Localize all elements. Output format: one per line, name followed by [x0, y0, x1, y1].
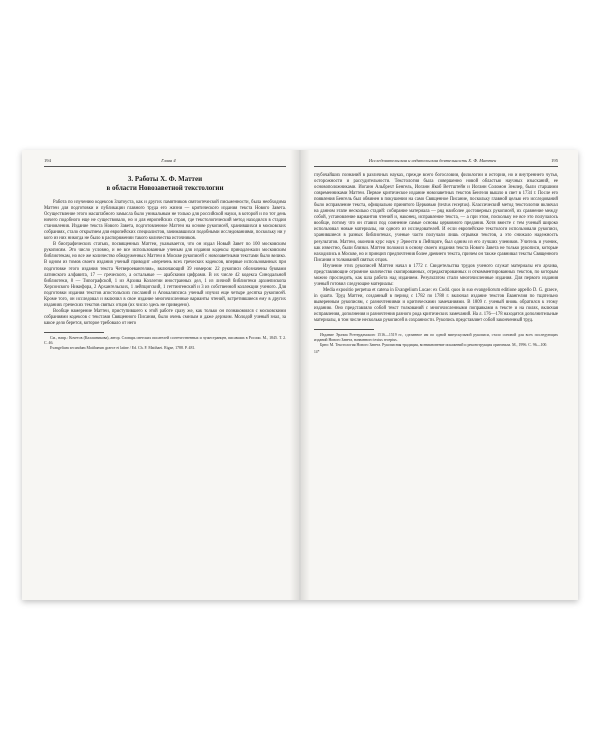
left-footnote: См., напр.: Кочетов (Калашникова), автор. Словарь светских писателей соотечественных и чужестранцев, писавших в России. М., 1845. Т. 2. С. 46. — [44, 335, 286, 345]
left-running-head-title: Глава 4 — [161, 158, 176, 163]
left-footnote-rule — [44, 332, 104, 333]
left-page — [22, 150, 300, 600]
right-footnote-rule — [314, 329, 374, 330]
section-title-line1: 3. Работы Х. Ф. Маттеи — [127, 175, 203, 183]
left-paragraph: В биографических статьях, посвященных Маттеи, указывается, что он издал Новый Завет по 100 московским рукописям. Это число условно, и не все использованные ученым для издания кодексы принадлежали московским библиотекам, но все же количество обнаруженных Маттеи в Москве рукописей с новозаветными текстами было велико. В одном из томов своего издания ученый приводит «перечень всех греческих кодексов, впервые использованных при подготовке этого издания текста Четвероевангелия», включающий 39 номеров: 22 рукописи обозначены буквами латинского алфавита, 17 — греческого, а остальные — арабскими цифрами. В их числе 42 кодекса Синодальной библиотеки, 8 — Типографской, 1 из Архива Коллегии иностранных дел, 1 из личной библиотеки архиепископа Херсонского Никифора, 2 Архангельских, 1 лейпцигский, 1 геттингенский и 3 из собственной коллекции ученого. Для подготовки издания текстов апостольских посланий и Апокалипсиса ученый изучил еще четыре десятка рукописей. Кроме того, он исследовал и включил в свое издание многочисленные варианты чтений, встретившиеся ему в других изданиях греческих текстов святых отцов (их число здесь не приведено). — [44, 242, 286, 308]
left-paragraph: Вообще намерение Маттеи, приступившего к этой работе сразу же, как только он познакомился с московскими собраниями кодексов с текстами Священного Писания, было очень смелым и даже дерзким. Молодой ученый знал, за какое дело берется, которое требовало от него — [44, 308, 286, 326]
right-footnote: Издание Эразма Роттердамского 1516—1519 гг., сделанное им по одной минускульной рукописи, стало основой для всех последующих изданий Нового Завета, названного textus receptus. — [314, 333, 558, 343]
book-spread — [22, 150, 578, 600]
right-paragraph: Изучение этих рукописей Маттеи начал в 1772 г. Свидетельства трудов ученого служат материалы его архива, представляющие огромное количество скопированных, отредактированных и откомментированных текстов, по которым можно проследить, как шла работа над изданием. Результатом стали многочисленные издания. Для первого издания ученый готовил следующие материалы: — [314, 263, 558, 287]
left-footnote: Evangelium secundum Matthaeum graece et latine / Ed. Ch. F. Matthaei. Rigae, 1788. P. 481. — [50, 345, 196, 350]
right-running-head — [314, 158, 558, 167]
section-title — [44, 175, 286, 193]
signature-mark: 14* — [314, 350, 320, 355]
right-paragraph: глубочайших познаний в различных науках, прежде всего богословии, филологии и истории, но и внутреннего чутья, осторожности и рассудительности. Текстология была совершенно новой областью научных изысканий, ее основоположниками. Иоганн Альбрехт Бенгель, Иоганн Якоб Веттштейн и Иоганн Соломон Землер, были старшими современниками Маттеи. Первое критическое издание новозаветных текстов Бенгеля вышло в свет в 1734 г. После его появления Бенгель был обвинен в покушении на само Священное Писание, поскольку главной целью его исследований было исправление текста, официально принятого Церковью (textus receptus). Классический метод текстологии включал на данном этапе несколько стадий: собирание материала — ряд наиболее достоверных рукописей, их сравнение между собой, установление вариантов чтений и, наконец, исправление текста, — а при этом, поскольку не все это получалось вообще, потому что он ставил под сомнение самые основы церковного предания. Хотя вместе с тем ученый широко использовал новые материалы, ни одного из исследователей. И если европейские текстологи использовали рукописи, хранившиеся в разных библиотеках, ученые часто получали лишь отрывки текстов, а это снижало надежность результатов. Маттеи, окончив курс наук у Эрнести в Лейпциге, был одним из его лучших учеников. Учитель и ученик, как известно, были близки. Маттеи положил в основу своего издания текста Нового Завета не только рукописи, которые находились в Москве, но и принцип предпочтения более древнего текста, причем он также сравнивал тексты Священного Писания и толкований святых отцов. — [314, 173, 558, 263]
left-page-number: 194 — [44, 158, 51, 163]
left-running-head — [44, 158, 286, 167]
left-paragraph: Работа по изучению кодексов Златоуста, как и других памятников святоотеческой письменности, была необходима Маттеи для подготовки и публикации главного труда его жизни — критического издания текста Нового Завета. Осуществление этого масштабного замысла было уникальным не только для российской науки, в которой и по тот день ничего подобного еще не существовало, но и для европейских стран, где текстологический метод находился в стадии становления. Издание текста Нового Завета, подготовленное Маттеи на основе рукописей, хранившихся в московских собраниях, стало открытием для европейских специалистов, занимавшихся подобными исследованиями, поскольку ни у кого из них никогда не было в распоряжении такого количества источников. — [44, 200, 286, 242]
right-running-head-title: Исследовательская и издательская деятельность Х. Ф. Маттеи — [368, 158, 497, 163]
section-title-line2: в области Новозаветной текстологии — [106, 184, 224, 192]
right-paragraph: Media expositio perpetua et catena in Evangelium Lucae: ex Codd. quos in suo evangeliorum editione appello D. G. graece, in quarto. Труд Маттеи, созданный в период с 1782 по 1788 г. включал издание текстов Евангелия по тщательно выверенным рукописям, с разночтениями и критическими замечаниями. В 1809 г. ученый вновь обратился к этому изданию. Оно представляло собой текст толкований с многочисленными поправками в тексте и на полях, включая исправления, дополнения и разночтения разного рода критических замечаний. На л. 176—178 находятся дополнительные материалы, в том числе несколько рукописей в сохранности. Рукопись представляет собой законченный труд. — [314, 287, 558, 324]
right-page — [300, 150, 578, 600]
right-footnote: Брюс М. Текстология Нового Завета. Рукописная традиция, возникновение искажений и реконструкция оригинала. М., 1996. С. 96—100. — [320, 343, 548, 348]
right-page-number: 195 — [551, 158, 558, 163]
